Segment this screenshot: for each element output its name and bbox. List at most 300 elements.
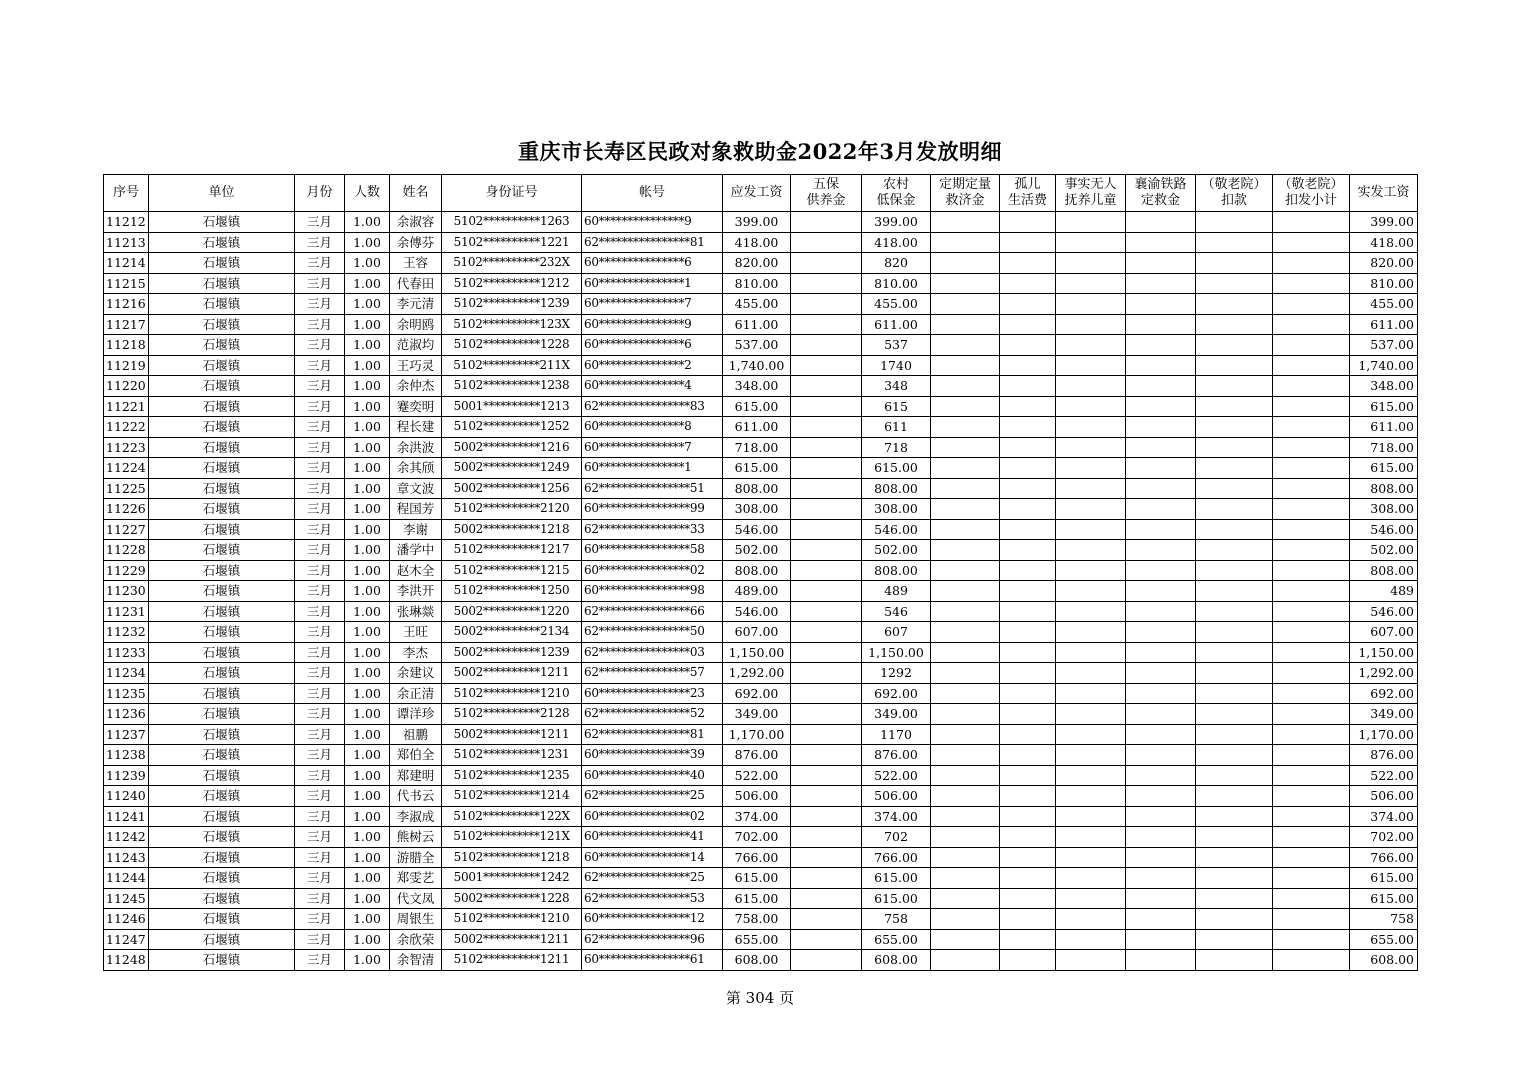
- cell-account-number: 60***************6: [582, 335, 723, 356]
- cell-orphan-allowance: [1000, 601, 1056, 622]
- cell-railway-relief: [1126, 376, 1196, 397]
- cell-railway-relief: [1126, 253, 1196, 274]
- cell-unsupported-child: [1056, 663, 1126, 684]
- cell-id-number: 5102**********1250: [442, 581, 582, 602]
- cell-regular-relief: [931, 622, 1000, 643]
- cell-wubao-allowance: [791, 376, 862, 397]
- cell-account-number: 60****************02: [582, 560, 723, 581]
- table-row: [104, 868, 1418, 889]
- cell-regular-relief: [931, 560, 1000, 581]
- cell-nursing-home-subtotal: [1273, 314, 1350, 335]
- column-header: 序号: [104, 175, 149, 212]
- cell-net-amount: 489: [1350, 581, 1418, 602]
- cell-regular-relief: [931, 745, 1000, 766]
- cell-wubao-allowance: [791, 417, 862, 438]
- cell-row-number: 11237: [104, 724, 149, 745]
- table-row: [104, 355, 1418, 376]
- cell-account-number: 62****************25: [582, 868, 723, 889]
- cell-unsupported-child: [1056, 540, 1126, 561]
- cell-rural-dibao: 308.00: [862, 499, 931, 520]
- cell-regular-relief: [931, 376, 1000, 397]
- table-row: [104, 745, 1418, 766]
- table-row: [104, 888, 1418, 909]
- page-number: 第 304 页: [725, 989, 795, 1007]
- cell-id-number: 5102**********121X: [442, 827, 582, 848]
- cell-rural-dibao: 702: [862, 827, 931, 848]
- cell-rural-dibao: 615: [862, 396, 931, 417]
- cell-month: 三月: [295, 745, 345, 766]
- cell-person-name: 余淑容: [390, 212, 442, 233]
- cell-month: 三月: [295, 847, 345, 868]
- cell-unit: 石堰镇: [149, 232, 295, 253]
- cell-rural-dibao: 808.00: [862, 478, 931, 499]
- cell-month: 三月: [295, 888, 345, 909]
- table-row: [104, 376, 1418, 397]
- cell-payable-amount: 758.00: [723, 909, 791, 930]
- cell-headcount: 1.00: [345, 253, 390, 274]
- cell-account-number: 60***************7: [582, 294, 723, 315]
- cell-net-amount: 718.00: [1350, 437, 1418, 458]
- cell-unsupported-child: [1056, 765, 1126, 786]
- table-row: [104, 950, 1418, 971]
- cell-unit: 石堰镇: [149, 273, 295, 294]
- cell-row-number: 11233: [104, 642, 149, 663]
- cell-rural-dibao: 374.00: [862, 806, 931, 827]
- column-header: （敬老院） 扣款: [1196, 175, 1273, 212]
- cell-net-amount: 615.00: [1350, 458, 1418, 479]
- cell-unsupported-child: [1056, 376, 1126, 397]
- cell-month: 三月: [295, 396, 345, 417]
- cell-row-number: 11217: [104, 314, 149, 335]
- cell-headcount: 1.00: [345, 499, 390, 520]
- cell-nursing-home-deduction: [1196, 540, 1273, 561]
- cell-row-number: 11219: [104, 355, 149, 376]
- cell-unsupported-child: [1056, 355, 1126, 376]
- cell-month: 三月: [295, 253, 345, 274]
- cell-person-name: 余正清: [390, 683, 442, 704]
- cell-net-amount: 1,740.00: [1350, 355, 1418, 376]
- cell-row-number: 11216: [104, 294, 149, 315]
- cell-row-number: 11245: [104, 888, 149, 909]
- cell-railway-relief: [1126, 314, 1196, 335]
- cell-account-number: 62****************57: [582, 663, 723, 684]
- cell-unit: 石堰镇: [149, 868, 295, 889]
- cell-net-amount: 808.00: [1350, 560, 1418, 581]
- cell-railway-relief: [1126, 355, 1196, 376]
- cell-person-name: 余明鸥: [390, 314, 442, 335]
- column-header: 襄渝铁路 定救金: [1126, 175, 1196, 212]
- cell-month: 三月: [295, 232, 345, 253]
- cell-unsupported-child: [1056, 724, 1126, 745]
- table-row: [104, 642, 1418, 663]
- table-row: [104, 335, 1418, 356]
- cell-orphan-allowance: [1000, 232, 1056, 253]
- table-row: [104, 232, 1418, 253]
- cell-id-number: 5102**********1263: [442, 212, 582, 233]
- cell-net-amount: 655.00: [1350, 929, 1418, 950]
- cell-orphan-allowance: [1000, 376, 1056, 397]
- cell-id-number: 5102**********1210: [442, 683, 582, 704]
- cell-nursing-home-subtotal: [1273, 212, 1350, 233]
- cell-wubao-allowance: [791, 335, 862, 356]
- cell-railway-relief: [1126, 622, 1196, 643]
- cell-orphan-allowance: [1000, 847, 1056, 868]
- cell-regular-relief: [931, 396, 1000, 417]
- cell-payable-amount: 546.00: [723, 601, 791, 622]
- cell-unit: 石堰镇: [149, 560, 295, 581]
- cell-person-name: 祖鹏: [390, 724, 442, 745]
- cell-nursing-home-subtotal: [1273, 888, 1350, 909]
- cell-nursing-home-subtotal: [1273, 478, 1350, 499]
- cell-wubao-allowance: [791, 253, 862, 274]
- cell-regular-relief: [931, 335, 1000, 356]
- cell-nursing-home-deduction: [1196, 478, 1273, 499]
- cell-payable-amount: 349.00: [723, 704, 791, 725]
- cell-wubao-allowance: [791, 765, 862, 786]
- cell-orphan-allowance: [1000, 519, 1056, 540]
- cell-regular-relief: [931, 540, 1000, 561]
- cell-account-number: 62****************50: [582, 622, 723, 643]
- cell-wubao-allowance: [791, 232, 862, 253]
- cell-person-name: 余傅芬: [390, 232, 442, 253]
- cell-regular-relief: [931, 417, 1000, 438]
- cell-unsupported-child: [1056, 909, 1126, 930]
- cell-nursing-home-deduction: [1196, 355, 1273, 376]
- cell-payable-amount: 537.00: [723, 335, 791, 356]
- table-row: [104, 601, 1418, 622]
- cell-rural-dibao: 876.00: [862, 745, 931, 766]
- cell-account-number: 62****************51: [582, 478, 723, 499]
- cell-account-number: 62****************25: [582, 786, 723, 807]
- cell-payable-amount: 808.00: [723, 560, 791, 581]
- cell-nursing-home-subtotal: [1273, 704, 1350, 725]
- cell-railway-relief: [1126, 724, 1196, 745]
- cell-net-amount: 455.00: [1350, 294, 1418, 315]
- cell-wubao-allowance: [791, 478, 862, 499]
- cell-rural-dibao: 348: [862, 376, 931, 397]
- cell-payable-amount: 418.00: [723, 232, 791, 253]
- cell-unit: 石堰镇: [149, 888, 295, 909]
- cell-id-number: 5102**********122X: [442, 806, 582, 827]
- cell-unit: 石堰镇: [149, 950, 295, 971]
- cell-account-number: 60****************99: [582, 499, 723, 520]
- cell-nursing-home-deduction: [1196, 335, 1273, 356]
- cell-month: 三月: [295, 519, 345, 540]
- cell-nursing-home-deduction: [1196, 929, 1273, 950]
- cell-regular-relief: [931, 212, 1000, 233]
- cell-person-name: 章文波: [390, 478, 442, 499]
- cell-unit: 石堰镇: [149, 437, 295, 458]
- cell-wubao-allowance: [791, 294, 862, 315]
- cell-account-number: 60****************14: [582, 847, 723, 868]
- cell-nursing-home-subtotal: [1273, 437, 1350, 458]
- cell-payable-amount: 820.00: [723, 253, 791, 274]
- cell-payable-amount: 808.00: [723, 478, 791, 499]
- cell-railway-relief: [1126, 540, 1196, 561]
- cell-unit: 石堰镇: [149, 642, 295, 663]
- cell-railway-relief: [1126, 335, 1196, 356]
- table-row: [104, 827, 1418, 848]
- cell-headcount: 1.00: [345, 232, 390, 253]
- relief-payment-table: [103, 174, 1418, 971]
- cell-regular-relief: [931, 478, 1000, 499]
- cell-account-number: 62****************81: [582, 232, 723, 253]
- cell-month: 三月: [295, 929, 345, 950]
- cell-month: 三月: [295, 581, 345, 602]
- cell-net-amount: 418.00: [1350, 232, 1418, 253]
- cell-account-number: 62****************03: [582, 642, 723, 663]
- cell-id-number: 5102**********1239: [442, 294, 582, 315]
- cell-nursing-home-subtotal: [1273, 929, 1350, 950]
- cell-railway-relief: [1126, 827, 1196, 848]
- cell-nursing-home-deduction: [1196, 745, 1273, 766]
- cell-id-number: 5102**********1210: [442, 909, 582, 930]
- cell-person-name: 谭洋珍: [390, 704, 442, 725]
- cell-regular-relief: [931, 253, 1000, 274]
- cell-net-amount: 349.00: [1350, 704, 1418, 725]
- cell-rural-dibao: 546: [862, 601, 931, 622]
- cell-unit: 石堰镇: [149, 663, 295, 684]
- table-row: [104, 519, 1418, 540]
- cell-wubao-allowance: [791, 396, 862, 417]
- cell-wubao-allowance: [791, 683, 862, 704]
- cell-account-number: 62****************52: [582, 704, 723, 725]
- cell-orphan-allowance: [1000, 540, 1056, 561]
- cell-regular-relief: [931, 724, 1000, 745]
- cell-unsupported-child: [1056, 437, 1126, 458]
- cell-person-name: 李淑成: [390, 806, 442, 827]
- cell-id-number: 5002**********1220: [442, 601, 582, 622]
- cell-month: 三月: [295, 827, 345, 848]
- cell-unsupported-child: [1056, 253, 1126, 274]
- cell-unsupported-child: [1056, 396, 1126, 417]
- cell-nursing-home-subtotal: [1273, 745, 1350, 766]
- cell-person-name: 余洪波: [390, 437, 442, 458]
- cell-unsupported-child: [1056, 601, 1126, 622]
- table-row: [104, 560, 1418, 581]
- cell-headcount: 1.00: [345, 622, 390, 643]
- cell-unsupported-child: [1056, 212, 1126, 233]
- cell-id-number: 5102**********1221: [442, 232, 582, 253]
- cell-orphan-allowance: [1000, 478, 1056, 499]
- cell-railway-relief: [1126, 560, 1196, 581]
- cell-wubao-allowance: [791, 601, 862, 622]
- cell-rural-dibao: 489: [862, 581, 931, 602]
- cell-unsupported-child: [1056, 847, 1126, 868]
- cell-month: 三月: [295, 540, 345, 561]
- cell-id-number: 5102**********1217: [442, 540, 582, 561]
- cell-account-number: 60****************40: [582, 765, 723, 786]
- cell-net-amount: 758: [1350, 909, 1418, 930]
- cell-rural-dibao: 418.00: [862, 232, 931, 253]
- cell-unsupported-child: [1056, 581, 1126, 602]
- cell-row-number: 11230: [104, 581, 149, 602]
- cell-person-name: 李谢: [390, 519, 442, 540]
- column-header: 月份: [295, 175, 345, 212]
- cell-id-number: 5002**********1216: [442, 437, 582, 458]
- cell-nursing-home-subtotal: [1273, 417, 1350, 438]
- cell-regular-relief: [931, 273, 1000, 294]
- table-row: [104, 253, 1418, 274]
- cell-regular-relief: [931, 929, 1000, 950]
- cell-row-number: 11229: [104, 560, 149, 581]
- cell-unsupported-child: [1056, 888, 1126, 909]
- cell-wubao-allowance: [791, 888, 862, 909]
- cell-nursing-home-subtotal: [1273, 786, 1350, 807]
- cell-headcount: 1.00: [345, 642, 390, 663]
- cell-regular-relief: [931, 663, 1000, 684]
- cell-payable-amount: 615.00: [723, 396, 791, 417]
- cell-row-number: 11246: [104, 909, 149, 930]
- cell-wubao-allowance: [791, 806, 862, 827]
- cell-account-number: 60****************39: [582, 745, 723, 766]
- table-row: [104, 909, 1418, 930]
- cell-id-number: 5002**********1211: [442, 724, 582, 745]
- cell-id-number: 5102**********1214: [442, 786, 582, 807]
- cell-id-number: 5102**********1231: [442, 745, 582, 766]
- cell-wubao-allowance: [791, 540, 862, 561]
- table-row: [104, 458, 1418, 479]
- cell-wubao-allowance: [791, 212, 862, 233]
- cell-unsupported-child: [1056, 335, 1126, 356]
- cell-unsupported-child: [1056, 806, 1126, 827]
- cell-orphan-allowance: [1000, 437, 1056, 458]
- cell-id-number: 5102**********2120: [442, 499, 582, 520]
- cell-payable-amount: 308.00: [723, 499, 791, 520]
- cell-net-amount: 820.00: [1350, 253, 1418, 274]
- cell-regular-relief: [931, 519, 1000, 540]
- cell-headcount: 1.00: [345, 396, 390, 417]
- cell-row-number: 11213: [104, 232, 149, 253]
- cell-account-number: 60****************98: [582, 581, 723, 602]
- cell-orphan-allowance: [1000, 273, 1056, 294]
- cell-railway-relief: [1126, 929, 1196, 950]
- cell-wubao-allowance: [791, 519, 862, 540]
- cell-payable-amount: 489.00: [723, 581, 791, 602]
- cell-account-number: 60***************9: [582, 212, 723, 233]
- cell-railway-relief: [1126, 704, 1196, 725]
- cell-nursing-home-subtotal: [1273, 253, 1350, 274]
- column-header: 应发工资: [723, 175, 791, 212]
- cell-account-number: 60****************02: [582, 806, 723, 827]
- cell-orphan-allowance: [1000, 355, 1056, 376]
- cell-rural-dibao: 820: [862, 253, 931, 274]
- cell-row-number: 11247: [104, 929, 149, 950]
- cell-railway-relief: [1126, 745, 1196, 766]
- cell-railway-relief: [1126, 642, 1196, 663]
- cell-unit: 石堰镇: [149, 622, 295, 643]
- cell-id-number: 5102**********2128: [442, 704, 582, 725]
- cell-payable-amount: 348.00: [723, 376, 791, 397]
- cell-nursing-home-subtotal: [1273, 683, 1350, 704]
- cell-unsupported-child: [1056, 273, 1126, 294]
- table-row: [104, 417, 1418, 438]
- cell-month: 三月: [295, 622, 345, 643]
- cell-payable-amount: 692.00: [723, 683, 791, 704]
- cell-orphan-allowance: [1000, 929, 1056, 950]
- cell-id-number: 5102**********232X: [442, 253, 582, 274]
- cell-headcount: 1.00: [345, 560, 390, 581]
- cell-nursing-home-deduction: [1196, 806, 1273, 827]
- cell-id-number: 5102**********1218: [442, 847, 582, 868]
- cell-row-number: 11228: [104, 540, 149, 561]
- cell-net-amount: 607.00: [1350, 622, 1418, 643]
- cell-person-name: 李杰: [390, 642, 442, 663]
- cell-orphan-allowance: [1000, 294, 1056, 315]
- cell-regular-relief: [931, 704, 1000, 725]
- cell-row-number: 11236: [104, 704, 149, 725]
- cell-id-number: 5102**********1235: [442, 765, 582, 786]
- cell-regular-relief: [931, 868, 1000, 889]
- cell-nursing-home-subtotal: [1273, 868, 1350, 889]
- cell-person-name: 潘学中: [390, 540, 442, 561]
- table-row: [104, 622, 1418, 643]
- table-row: [104, 663, 1418, 684]
- column-header: 孤儿 生活费: [1000, 175, 1056, 212]
- cell-month: 三月: [295, 273, 345, 294]
- cell-unit: 石堰镇: [149, 929, 295, 950]
- cell-person-name: 周银生: [390, 909, 442, 930]
- cell-orphan-allowance: [1000, 909, 1056, 930]
- cell-id-number: 5102**********1228: [442, 335, 582, 356]
- cell-nursing-home-deduction: [1196, 458, 1273, 479]
- cell-person-name: 程国芳: [390, 499, 442, 520]
- cell-unit: 石堰镇: [149, 806, 295, 827]
- cell-nursing-home-subtotal: [1273, 232, 1350, 253]
- cell-regular-relief: [931, 888, 1000, 909]
- cell-regular-relief: [931, 314, 1000, 335]
- cell-headcount: 1.00: [345, 314, 390, 335]
- cell-nursing-home-deduction: [1196, 273, 1273, 294]
- cell-net-amount: 876.00: [1350, 745, 1418, 766]
- cell-id-number: 5002**********1211: [442, 663, 582, 684]
- cell-headcount: 1.00: [345, 581, 390, 602]
- cell-payable-amount: 766.00: [723, 847, 791, 868]
- cell-headcount: 1.00: [345, 724, 390, 745]
- column-header: 帐号: [582, 175, 723, 212]
- cell-orphan-allowance: [1000, 683, 1056, 704]
- cell-payable-amount: 546.00: [723, 519, 791, 540]
- table-row: [104, 212, 1418, 233]
- cell-month: 三月: [295, 458, 345, 479]
- cell-wubao-allowance: [791, 950, 862, 971]
- cell-person-name: 王巧灵: [390, 355, 442, 376]
- table-row: [104, 929, 1418, 950]
- cell-nursing-home-subtotal: [1273, 376, 1350, 397]
- cell-headcount: 1.00: [345, 765, 390, 786]
- cell-rural-dibao: 810.00: [862, 273, 931, 294]
- cell-month: 三月: [295, 417, 345, 438]
- cell-net-amount: 615.00: [1350, 396, 1418, 417]
- cell-person-name: 代文凤: [390, 888, 442, 909]
- cell-month: 三月: [295, 355, 345, 376]
- cell-payable-amount: 611.00: [723, 417, 791, 438]
- cell-unit: 石堰镇: [149, 601, 295, 622]
- cell-orphan-allowance: [1000, 950, 1056, 971]
- cell-person-name: 蹇奕明: [390, 396, 442, 417]
- cell-month: 三月: [295, 437, 345, 458]
- cell-net-amount: 546.00: [1350, 519, 1418, 540]
- cell-month: 三月: [295, 294, 345, 315]
- cell-person-name: 张琳燚: [390, 601, 442, 622]
- cell-regular-relief: [931, 458, 1000, 479]
- cell-wubao-allowance: [791, 704, 862, 725]
- cell-account-number: 62****************83: [582, 396, 723, 417]
- cell-net-amount: 1,170.00: [1350, 724, 1418, 745]
- cell-unit: 石堰镇: [149, 745, 295, 766]
- table-row: [104, 806, 1418, 827]
- cell-nursing-home-subtotal: [1273, 663, 1350, 684]
